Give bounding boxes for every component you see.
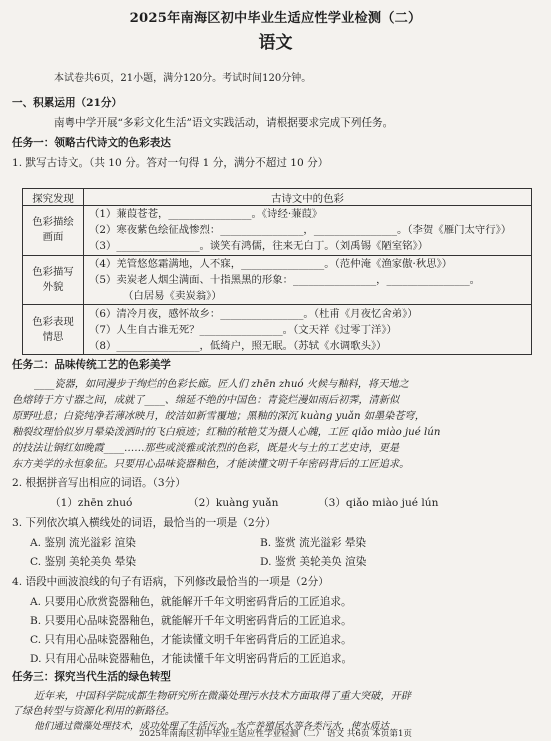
category-cell [23,206,84,256]
table-header-row [23,189,532,206]
passage-line: 他们通过微藻处理技术，成功处理了生活污水、水产养殖尾水等各类污水，使水质达 [34,721,389,732]
question-1: 1. 默写古诗文。（共 10 分。答对一句得 1 分，满分不超过 10 分） [12,157,329,169]
exam-title: 2025年南海区初中毕业生适应性学业检测（二） [129,11,422,26]
subject-title: 语文 [258,33,293,53]
section-heading: 一、积累运用（21分） [12,97,123,109]
category-label: 色彩描绘 [32,216,74,229]
option-d: D. 鉴赏 美轮美奂 渲染 [260,556,367,568]
pinyin-item: （1）zhēn zhuó [50,497,133,509]
task3-title: 任务三：探究当代生活的绿色转型 [12,671,171,683]
exam-info: 本试卷共6页，21小题，满分120分。考试时间120分钟。 [54,73,312,84]
passage-line: 的技法让铜红如晚霞____……那些或淡雅或浓烈的色彩，既是火与土的工艺史诗，更是 [12,443,400,454]
table-item: （4）羌管悠悠霜满地，人不寐，________________。（范仲淹《渔家傲·秋思》） [89,257,453,270]
category-label: 情思 [42,330,64,343]
table-item: （白居易《卖炭翁》） [123,289,222,302]
items-cell [84,206,532,256]
question-2: 2. 根据拼音写出相应的词语。（3分） [12,477,186,489]
option-a: A. 鉴别 流光溢彩 渲染 [30,537,136,549]
table-row [23,255,532,305]
option-b: B. 只要用心品味瓷器釉色，就能解开千年文明密码背后的工匠追求。 [30,615,352,627]
table-header: 古诗文中的色彩 [84,189,532,206]
pinyin-item: （3）qiǎo miào jué lún [318,497,439,509]
table-item: （6）清冷月夜，感怀故乡：________________。（杜甫《月夜忆舍弟》） [89,307,418,320]
category-label: 外貌 [42,280,64,293]
poetry-table [22,188,532,355]
question-3: 3. 下列依次填入横线处的词语，最恰当的一项是（2分） [12,517,276,529]
task1-title: 任务一：领略古代诗文的色彩表达 [12,137,171,149]
table-item: （8）________________，低绮户，照无眠。（苏轼《水调歌头》） [89,339,387,352]
option-c: C. 鉴别 美轮美奂 晕染 [30,556,136,568]
category-label: 画面 [42,231,64,244]
category-cell [23,305,84,355]
table-row [23,305,532,355]
table-header: 探究发现 [23,189,84,206]
table-item: （7）人生自古谁无死？________________。（文天祥《过零丁洋》） [89,323,397,336]
option-d: D. 只有用心品味瓷器釉色，才能读懂千年文明密码背后的工匠追求。 [30,653,353,665]
category-label: 色彩描写 [32,265,74,278]
table-item: （1）蒹葭苍苍，________________。《诗经·蒹葭》 [89,208,323,221]
option-b: B. 鉴赏 流光溢彩 晕染 [260,537,367,549]
page-footer: 2025年南海区初中毕业生适应性学业检测（二） 语文 共6页 本页第1页 [138,729,413,739]
table-item: （3）________________。谈笑有鸿儒，往来无白丁。（刘禹锡《陋室铭》） [89,240,429,253]
section-intro: 南粤中学开展“多彩文化生活”语文实践活动，请根据要求完成下列任务。 [54,117,394,129]
option-c: C. 只有用心品味瓷器釉色，才能读懂文明千年密码背后的工匠追求。 [30,634,352,646]
table-item: （2）寒夜紫色绘征战惨烈：________________，________________。（李贺《雁门太守行》） [89,224,512,237]
table-row [23,206,532,256]
passage-line: 釉裂纹理恰似岁月晕染泼洒时的飞白痕迹；红釉的秾艳艾为摄人心魄，工匠 qiǎo miào jué lún [12,427,441,438]
passage-line: ____瓷器，如同漫步于绚烂的色彩长廊。匠人们 zhēn zhuó 火候与釉料，将天地之 [34,379,409,390]
option-a: A. 只要用心欣赏瓷器釉色，就能解开千年文明密码背后的工匠追求。 [30,596,352,608]
table-item: （5）卖炭老人烟尘满面、十指黑黑的形象：________________，________________。 [89,273,481,286]
passage-line: 原野吐息；白瓷纯净若薄冰映月，皎洁如新雪覆地；黑釉的深沉 kuàng yuǎn 如墨染苍穹， [12,411,425,422]
task2-title: 任务二：品味传统工艺的色彩美学 [12,359,171,371]
passage-line: 东方美学的永恒象征。只要用心品味瓷器釉色，才能读懂文明千年密码背后的工匠追求。 [12,459,410,470]
items-cell [84,255,532,305]
pinyin-item: （2）kuàng yuǎn [188,497,279,509]
question-4: 4. 语段中画波浪线的句子有语病，下列修改最恰当的一项是（2分） [12,576,329,588]
items-cell [84,305,532,355]
passage-line: 近年来，中国科学院成都生物研究所在微藻处理污水技术方面取得了重大突破，开辟 [34,691,411,702]
passage-line: 色熔铸于方寸器之间，成就了____、绵延不绝的中国色：青瓷烂漫如雨后初霁，清新似 [12,395,400,406]
category-label: 色彩表现 [32,315,74,328]
category-cell [23,255,84,305]
passage-line: 了绿色转型与资源化利用的新路径。 [12,706,175,717]
